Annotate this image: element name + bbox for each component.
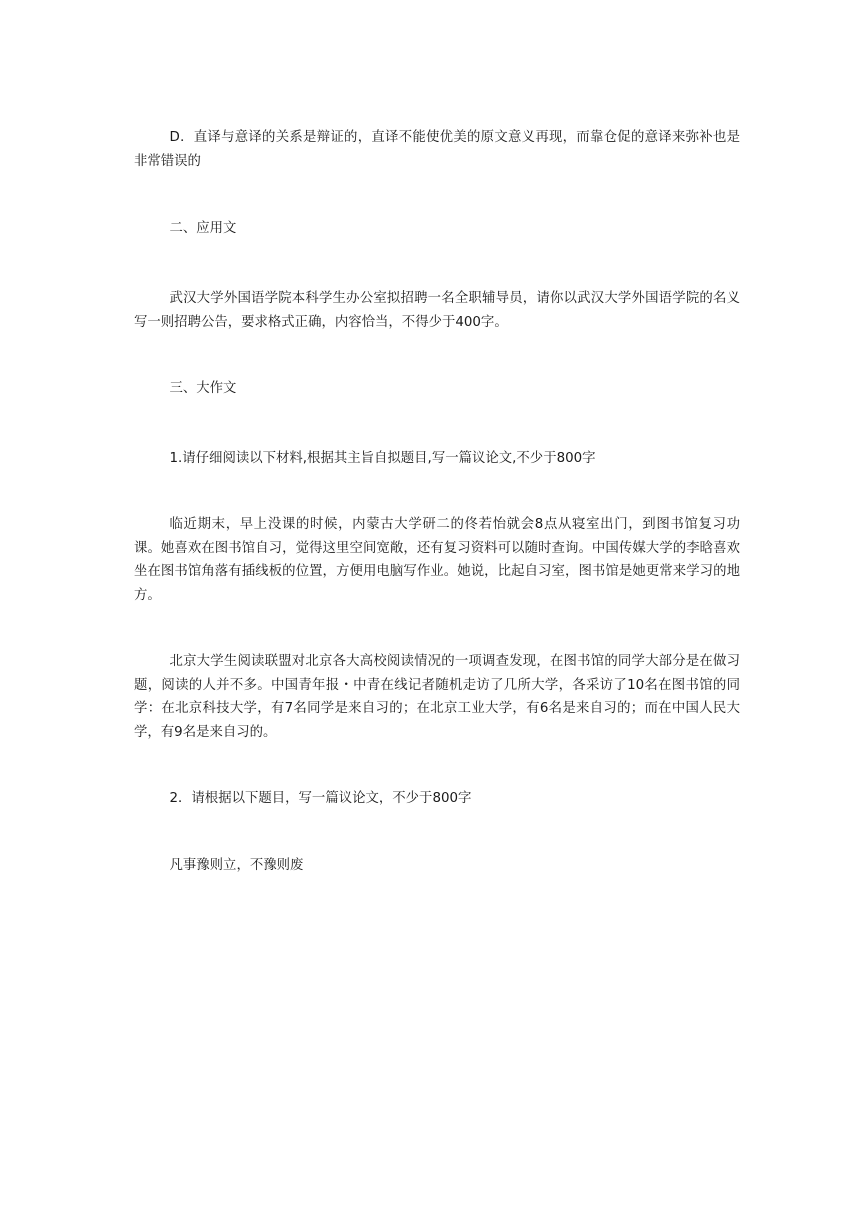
section-heading-essay: 三、大作文 [169, 381, 237, 396]
essay-topic: 凡事豫则立，不豫则废 [169, 858, 304, 873]
material-paragraph-1: 临近期末，早上没课的时候，内蒙古大学研二的佟若怡就会8点从寝室出门，到图书馆复习功课。她喜欢在图书馆自习，觉得这里空间宽敞，还有复习资料可以随时查询。中国传媒大学的李晗喜欢坐在图书馆角落有插线板的位置，方便用电脑写作业。她说，比起自习室，图书馆是她更常来学习的地方。 [134, 517, 740, 603]
essay-question-2: 2．请根据以下题目，写一篇议论文，不少于800字 [169, 791, 472, 806]
practical-writing-prompt: 武汉大学外国语学院本科学生办公室拟招聘一名全职辅导员，请你以武汉大学外国语学院的名义写一则招聘公告，要求格式正确，内容恰当，不得少于400字。 [134, 291, 740, 330]
essay-question-1: 1.请仔细阅读以下材料,根据其主旨自拟题目,写一篇议论文,不少于800字 [169, 451, 596, 466]
material-paragraph-2: 北京大学生阅读联盟对北京各大高校阅读情况的一项调查发现，在图书馆的同学大部分是在做习题，阅读的人并不多。中国青年报・中青在线记者随机走访了几所大学，各采访了10名在图书馆的同学：在北京科技大学，有7名同学是来自习的；在北京工业大学，有6名是来自习的；而在中国人民大学，有9名是来自习的。 [134, 654, 740, 740]
option-d-paragraph: D．直译与意译的关系是辩证的，直译不能使优美的原文意义再现，而靠仓促的意译来弥补也是非常错误的 [134, 130, 740, 169]
section-heading-practical-writing: 二、应用文 [169, 221, 237, 236]
